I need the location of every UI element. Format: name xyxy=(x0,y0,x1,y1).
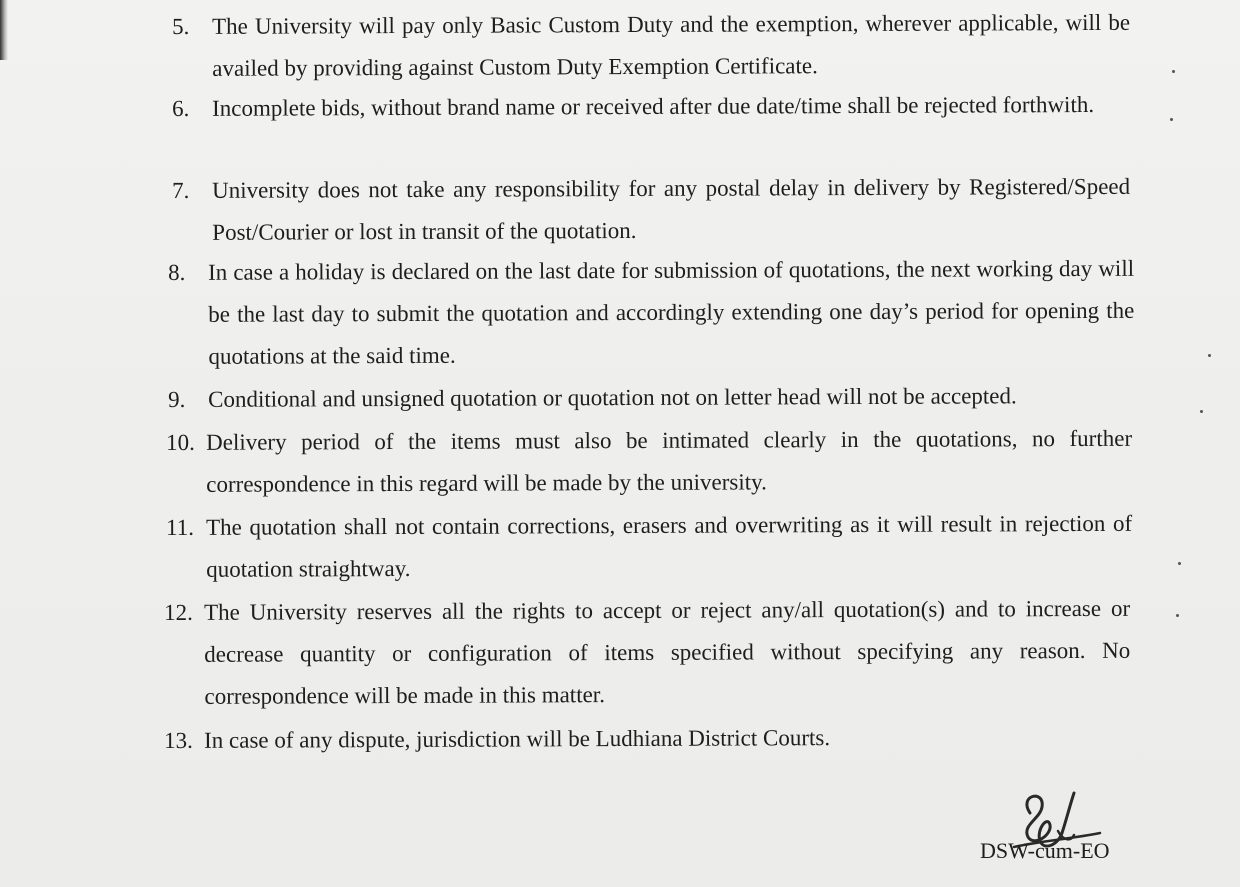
clause-number: 9. xyxy=(168,386,186,412)
clause-9 xyxy=(168,375,1134,421)
clause-text: In case of any dispute, jurisdiction will be Ludhiana District Courts. xyxy=(204,725,831,753)
clause-text: Delivery period of the items must also be intimated clearly in the quotations, no further correspondence in this regard will be made by the university. xyxy=(206,425,1133,497)
page-edge-shadow xyxy=(0,0,8,60)
clause-text: University does not take any responsibility for any postal delay in delivery by Registered/Speed Post/Courier or lost in transit of the quotation. xyxy=(212,173,1131,245)
clause-8 xyxy=(168,248,1135,378)
clause-5 xyxy=(172,2,1130,90)
scan-speck xyxy=(1172,70,1175,73)
clause-11 xyxy=(166,503,1132,591)
clause-12 xyxy=(164,588,1131,718)
scan-speck xyxy=(1208,354,1211,357)
clause-text: Incomplete bids, without brand name or received after due date/time shall be rejected forthwith. xyxy=(212,91,1095,121)
scan-speck xyxy=(1178,562,1181,565)
clause-6 xyxy=(172,84,1130,130)
scan-speck xyxy=(1176,614,1179,617)
scan-speck xyxy=(1170,118,1173,121)
clause-text: The University will pay only Basic Custom Duty and the exemption, wherever applicable, will be availed by providing against Custom Duty Exemption Certificate. xyxy=(212,9,1131,81)
clause-text: The quotation shall not contain corrections, erasers and overwriting as it will result in rejection of quotation straightway. xyxy=(206,510,1133,582)
clause-number: 10. xyxy=(166,429,195,455)
clause-text: Conditional and unsigned quotation or quotation not on letter head will not be accepted. xyxy=(208,383,1017,412)
clause-text: In case a holiday is declared on the last date for submission of quotations, the next working day will be the last day to submit the quotation and accordingly extending one day’s period for opening the quotations at the said time. xyxy=(208,255,1135,369)
clause-7 xyxy=(172,166,1130,254)
clause-number: 6. xyxy=(172,95,190,121)
clause-number: 13. xyxy=(164,727,193,753)
clause-number: 12. xyxy=(164,599,193,625)
clause-number: 11. xyxy=(166,514,195,540)
scan-speck xyxy=(1200,410,1203,413)
clause-number: 7. xyxy=(172,177,190,203)
clause-10 xyxy=(166,418,1132,506)
clause-number: 8. xyxy=(168,259,186,285)
clause-13 xyxy=(164,716,1130,762)
clause-number: 5. xyxy=(172,13,190,39)
signatory-designation: DSW-cum-EO xyxy=(980,838,1110,863)
clause-text: The University reserves all the rights to accept or reject any/all quotation(s) and to increase or decrease quantity or configuration of items specified without specifying any reason. No correspondence will be made in this matter. xyxy=(204,595,1131,709)
